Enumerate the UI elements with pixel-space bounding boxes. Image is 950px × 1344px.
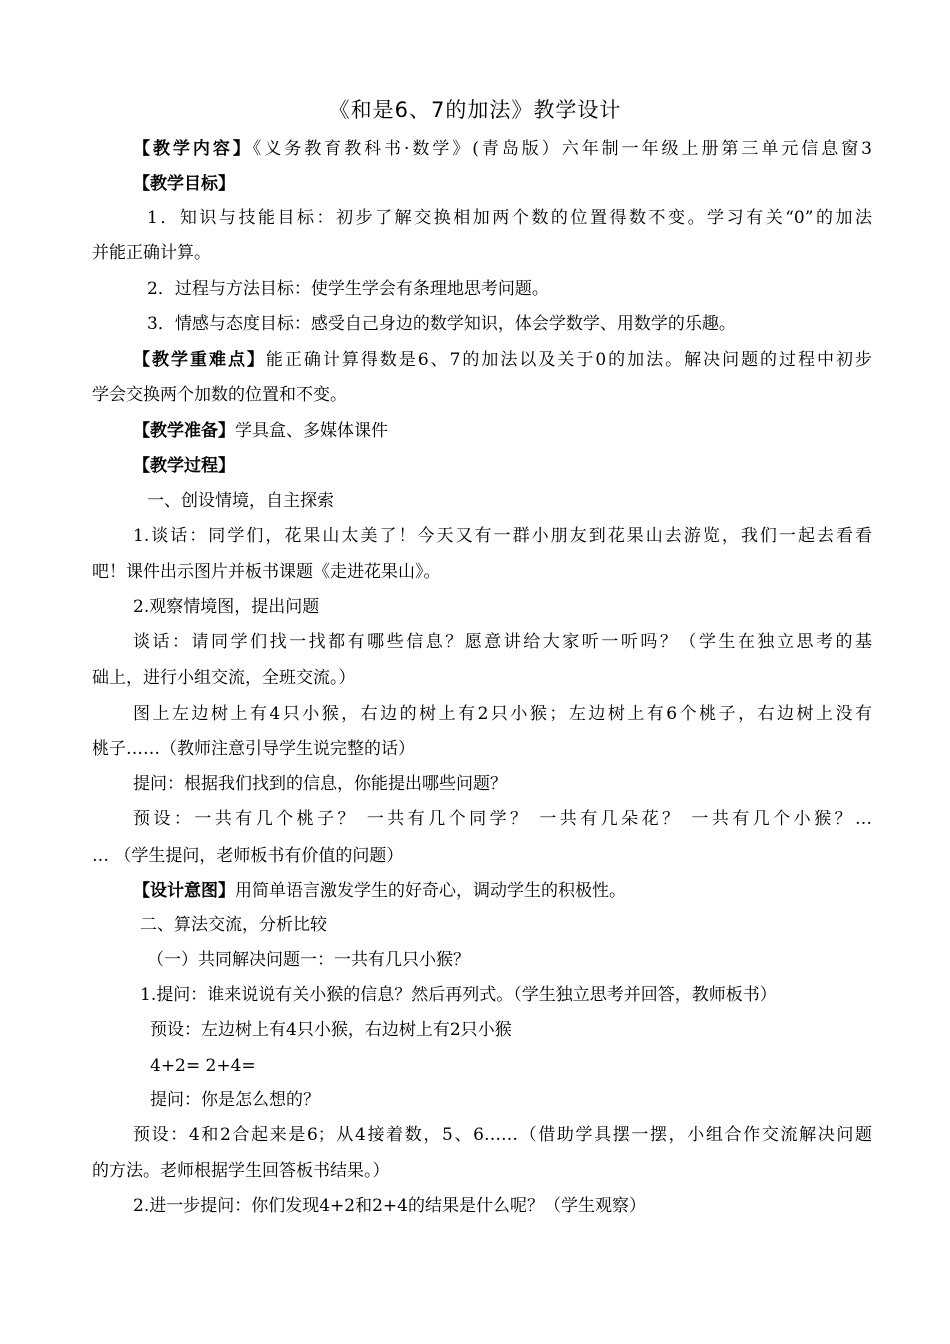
line-text: 2．过程与方法目标：使学生学会有条理地思考问题。 xyxy=(147,279,549,299)
text-line xyxy=(150,1017,872,1043)
line-text: 二、算法交流，分析比较 xyxy=(140,915,327,935)
text-line xyxy=(133,171,872,197)
text-line xyxy=(92,1158,872,1184)
text-line xyxy=(133,771,872,797)
text-line xyxy=(92,382,872,408)
line-text: 2.观察情境图，提出问题 xyxy=(133,597,320,617)
line-text: 并能正确计算。 xyxy=(92,243,211,263)
line-text: 预设：左边树上有4只小猴，右边树上有2只小猴 xyxy=(150,1020,512,1040)
line-text: 预设：一共有几个桃子？ 一共有几个同学？ 一共有几朵花？ 一共有几个小猴？… xyxy=(133,809,872,829)
line-text: … （学生提问，老师板书有价值的问题） xyxy=(92,846,404,866)
line-text: 4+2= 2+4= xyxy=(150,1056,256,1076)
text-line xyxy=(133,453,872,479)
line-text: 桃子……（教师注意引导学生说完整的话） xyxy=(92,739,415,759)
line-text: 一、创设情境，自主探索 xyxy=(147,491,334,511)
line-text: 《义务教育教科书·数学》(青岛版）六年制一年级上册第三单元信息窗3 xyxy=(252,139,873,159)
text-line xyxy=(92,240,872,266)
section-label: 【教学过程】 xyxy=(133,456,235,476)
text-line xyxy=(133,629,872,655)
line-text: 础上，进行小组交流，全班交流。） xyxy=(92,668,356,688)
text-line xyxy=(133,418,872,444)
section-label: 【教学准备】 xyxy=(133,421,235,441)
text-line xyxy=(133,806,872,832)
text-line xyxy=(147,488,872,514)
text-line xyxy=(150,1053,872,1079)
text-line xyxy=(133,701,872,727)
text-line xyxy=(150,1087,872,1113)
line-text: 图上左边树上有4只小猴，右边的树上有2只小猴；左边树上有6个桃子，右边树上没有 xyxy=(133,704,872,724)
text-line xyxy=(133,1193,872,1219)
line-text: 1．知识与技能目标：初步了解交换相加两个数的位置得数不变。学习有关“0”的加法 xyxy=(147,208,872,228)
document-title: 《和是6、7的加法》教学设计 xyxy=(328,98,622,122)
line-text: 提问：根据我们找到的信息，你能提出哪些问题？ xyxy=(133,774,507,794)
text-line xyxy=(92,559,872,585)
line-text: 1.提问：谁来说说有关小猴的信息？然后再列式。（学生独立思考并回答，教师板书） xyxy=(140,985,777,1005)
line-text: 的方法。老师根据学生回答板书结果。） xyxy=(92,1161,390,1181)
line-text: 用简单语言激发学生的好奇心，调动学生的积极性。 xyxy=(235,881,626,901)
section-label: 【教学目标】 xyxy=(133,174,235,194)
text-line xyxy=(92,843,872,869)
text-line xyxy=(92,665,872,691)
text-line xyxy=(147,205,872,231)
line-text: 预设：4和2合起来是6；从4接着数，5、6……（借助学具摆一摆，小组合作交流解决问题 xyxy=(133,1125,872,1145)
text-line xyxy=(140,982,872,1008)
text-line xyxy=(140,912,872,938)
section-label: 【设计意图】 xyxy=(133,881,235,901)
text-line xyxy=(147,947,872,973)
section-label: 【教学内容】 xyxy=(133,139,253,159)
line-text: （一）共同解决问题一：一共有几只小猴？ xyxy=(147,950,470,970)
text-line xyxy=(133,136,872,162)
text-line xyxy=(133,878,872,904)
text-line xyxy=(133,1122,872,1148)
line-text: 谈话：请同学们找一找都有哪些信息？愿意讲给大家听一听吗？（学生在独立思考的基 xyxy=(133,632,872,652)
line-text: 1.谈话：同学们，花果山太美了！今天又有一群小朋友到花果山去游览，我们一起去看看 xyxy=(133,526,872,546)
text-line xyxy=(133,594,872,620)
line-text: 3．情感与态度目标：感受自己身边的数学知识，体会学数学、用数学的乐趣。 xyxy=(147,314,736,334)
text-line xyxy=(92,736,872,762)
line-text: 能正确计算得数是6、7的加法以及关于0的加法。解决问题的过程中初步 xyxy=(265,350,872,370)
section-label: 【教学重难点】 xyxy=(133,350,266,370)
line-text: 学具盒、多媒体课件 xyxy=(235,421,388,441)
line-text: 提问：你是怎么想的？ xyxy=(150,1090,320,1110)
text-line xyxy=(133,523,872,549)
text-line xyxy=(133,347,872,373)
line-text: 学会交换两个加数的位置和不变。 xyxy=(92,385,347,405)
text-line xyxy=(147,311,872,337)
line-text: 吧！课件出示图片并板书课题《走进花果山》。 xyxy=(92,562,441,582)
text-line xyxy=(147,276,872,302)
line-text: 2.进一步提问：你们发现4+2和2+4的结果是什么呢？（学生观察） xyxy=(133,1196,646,1216)
